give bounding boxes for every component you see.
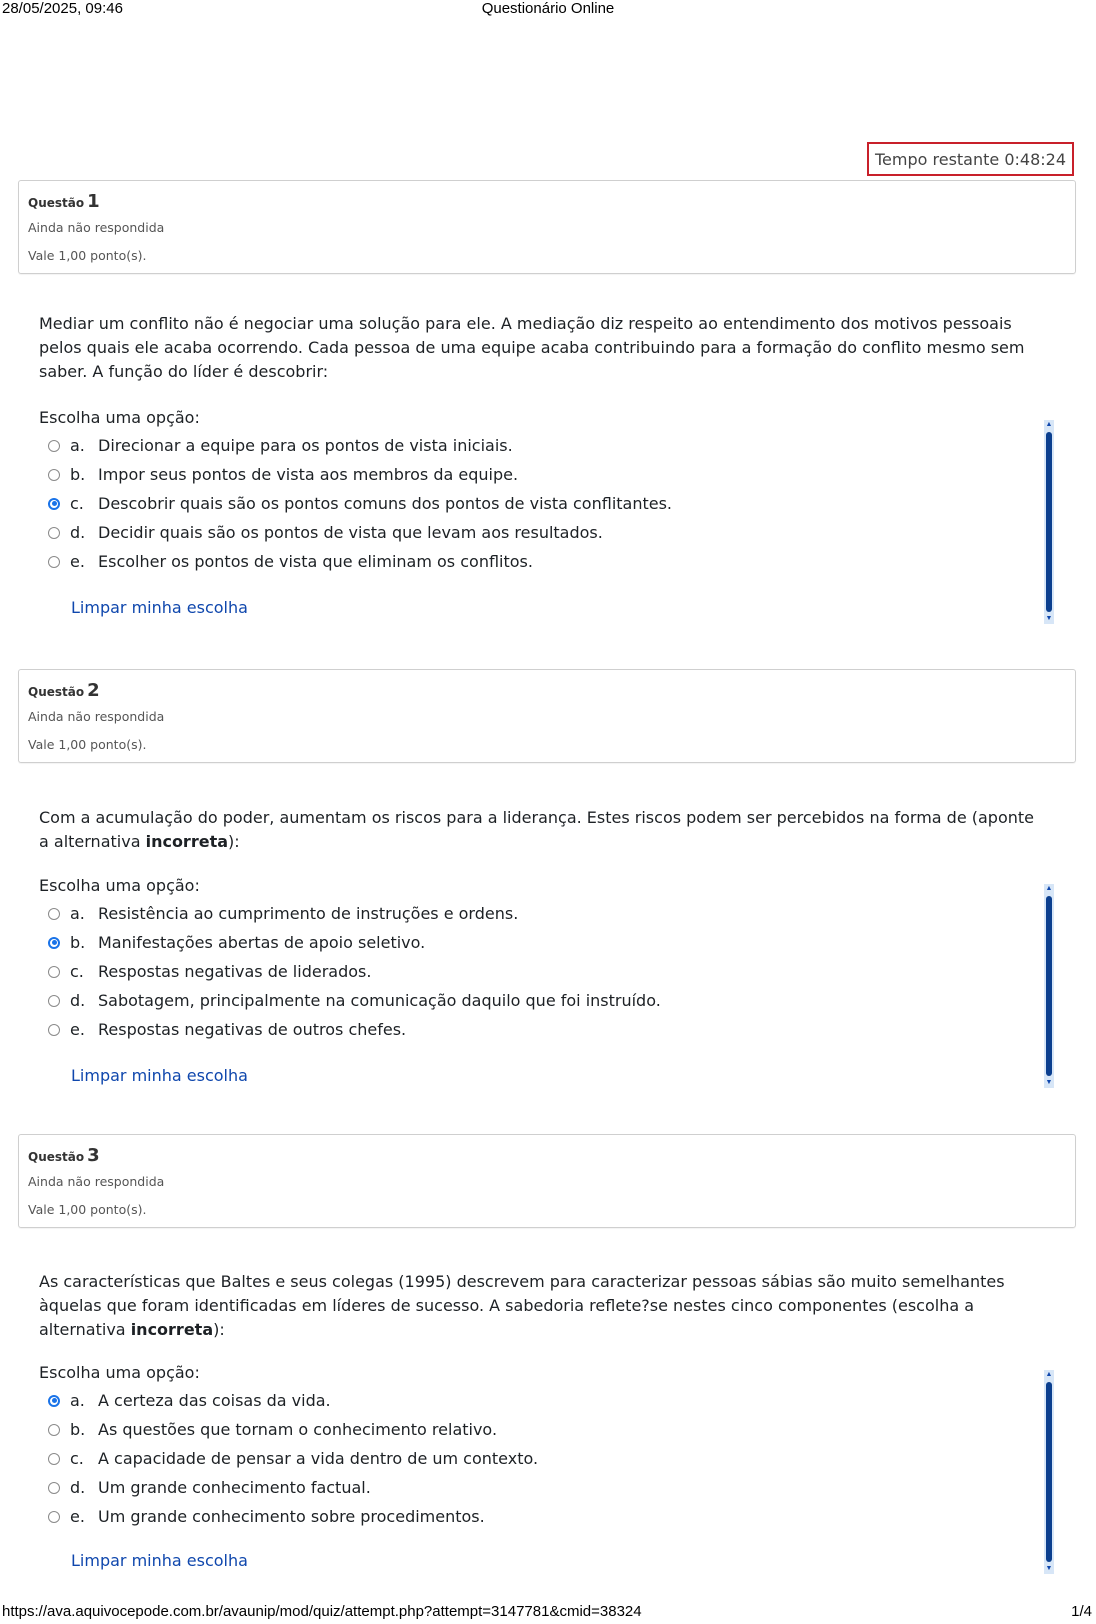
option-text: Sabotagem, principalmente na comunicação daquilo que foi instruído. bbox=[98, 991, 661, 1010]
radio-button[interactable] bbox=[48, 556, 60, 568]
scroll-down-icon[interactable]: ▼ bbox=[1045, 615, 1053, 622]
question-grade: Vale 1,00 ponto(s). bbox=[28, 248, 147, 263]
radio-button[interactable] bbox=[48, 908, 60, 920]
answer-list bbox=[48, 899, 948, 1044]
answer-option[interactable] bbox=[48, 986, 948, 1015]
emphasis-incorrect: incorreta bbox=[145, 832, 229, 851]
scrollbar[interactable] bbox=[1044, 884, 1054, 1088]
radio-button[interactable] bbox=[48, 1482, 60, 1494]
question-title: Questão 3 bbox=[28, 1145, 100, 1166]
question-text: As características que Baltes e seus colegas (1995) descrevem para caracterizar pessoas sábias são muito semelhantes àquelas que foram identificadas em líderes de sucesso. A sabedoria reflete?se nestes cinco componentes (escolha a alternativa incorreta): bbox=[39, 1272, 1005, 1339]
option-letter: a. bbox=[70, 1391, 85, 1410]
question-text: Com a acumulação do poder, aumentam os riscos para a liderança. Estes riscos podem ser percebidos na forma de (aponte a alternativa incorreta): bbox=[39, 808, 1035, 851]
time-remaining: Tempo restante 0:48:24 bbox=[867, 142, 1074, 176]
answer-option[interactable] bbox=[48, 518, 948, 547]
option-text: As questões que tornam o conhecimento relativo. bbox=[98, 1420, 498, 1439]
answer-option[interactable] bbox=[48, 489, 948, 518]
option-text: A capacidade de pensar a vida dentro de um contexto. bbox=[98, 1449, 539, 1468]
scroll-up-icon[interactable]: ▲ bbox=[1045, 885, 1053, 892]
option-text: Um grande conhecimento factual. bbox=[98, 1478, 371, 1497]
option-text: Direcionar a equipe para os pontos de vista iniciais. bbox=[98, 436, 513, 455]
option-text: Impor seus pontos de vista aos membros da equipe. bbox=[98, 465, 519, 484]
option-letter: c. bbox=[70, 962, 84, 981]
question-text: Mediar um conflito não é negociar uma solução para ele. A mediação diz respeito ao entendimento dos motivos pessoais pelos quais ele acaba ocorrendo. Cada pessoa de uma equipe acaba contribuindo para a formação do conflito mesmo sem saber. A função do líder é descobrir: bbox=[39, 314, 1025, 381]
option-text: Respostas negativas de liderados. bbox=[98, 962, 372, 981]
option-text: Decidir quais são os pontos de vista que levam aos resultados. bbox=[98, 523, 603, 542]
answer-prompt: Escolha uma opção: bbox=[39, 1363, 200, 1382]
radio-button[interactable] bbox=[48, 1424, 60, 1436]
option-letter: c. bbox=[70, 1449, 84, 1468]
print-datetime: 28/05/2025, 09:46 bbox=[2, 0, 123, 17]
option-letter: e. bbox=[70, 552, 85, 571]
radio-button[interactable] bbox=[48, 1395, 60, 1407]
question-title: Questão 1 bbox=[28, 191, 100, 212]
answer-option[interactable] bbox=[48, 928, 948, 957]
radio-button[interactable] bbox=[48, 527, 60, 539]
radio-button[interactable] bbox=[48, 498, 60, 510]
option-text: Descobrir quais são os pontos comuns dos pontos de vista conflitantes. bbox=[98, 494, 673, 513]
scroll-down-icon[interactable]: ▼ bbox=[1045, 1079, 1053, 1086]
clear-choice-link[interactable]: Limpar minha escolha bbox=[71, 1066, 248, 1085]
answer-list bbox=[48, 1386, 948, 1531]
question-title: Questão 2 bbox=[28, 680, 100, 701]
scroll-up-icon[interactable]: ▲ bbox=[1045, 1371, 1053, 1378]
answer-option[interactable] bbox=[48, 1473, 948, 1502]
radio-button[interactable] bbox=[48, 995, 60, 1007]
scrollbar-thumb[interactable] bbox=[1046, 1382, 1052, 1562]
answer-option[interactable] bbox=[48, 460, 948, 489]
question-state: Ainda não respondida bbox=[28, 709, 165, 724]
answer-option[interactable] bbox=[48, 1015, 948, 1044]
answer-option[interactable] bbox=[48, 431, 948, 460]
answer-list bbox=[48, 431, 948, 576]
answer-option[interactable] bbox=[48, 899, 948, 928]
question-info-3 bbox=[18, 1134, 1076, 1228]
radio-button[interactable] bbox=[48, 1024, 60, 1036]
clear-choice-link[interactable]: Limpar minha escolha bbox=[71, 598, 248, 617]
option-letter: e. bbox=[70, 1507, 85, 1526]
option-letter: b. bbox=[70, 465, 86, 484]
option-letter: c. bbox=[70, 494, 84, 513]
emphasis-incorrect: incorreta bbox=[130, 1320, 214, 1339]
option-letter: a. bbox=[70, 436, 85, 455]
question-grade: Vale 1,00 ponto(s). bbox=[28, 1202, 147, 1217]
question-number: 2 bbox=[87, 680, 100, 701]
print-page-title: Questionário Online bbox=[481, 0, 615, 17]
scrollbar-thumb[interactable] bbox=[1046, 432, 1052, 612]
option-letter: a. bbox=[70, 904, 85, 923]
scrollbar[interactable] bbox=[1044, 420, 1054, 624]
option-text: A certeza das coisas da vida. bbox=[98, 1391, 331, 1410]
option-letter: b. bbox=[70, 1420, 86, 1439]
print-page-number: 1/4 bbox=[1071, 1603, 1092, 1620]
question-state: Ainda não respondida bbox=[28, 1174, 165, 1189]
question-info-1 bbox=[18, 180, 1076, 274]
answer-option[interactable] bbox=[48, 547, 948, 576]
answer-option[interactable] bbox=[48, 1386, 948, 1415]
answer-option[interactable] bbox=[48, 1502, 948, 1531]
option-letter: b. bbox=[70, 933, 86, 952]
option-letter: e. bbox=[70, 1020, 85, 1039]
option-text: Respostas negativas de outros chefes. bbox=[98, 1020, 407, 1039]
radio-button[interactable] bbox=[48, 440, 60, 452]
scroll-up-icon[interactable]: ▲ bbox=[1045, 421, 1053, 428]
option-text: Resistência ao cumprimento de instruções e ordens. bbox=[98, 904, 519, 923]
answer-option[interactable] bbox=[48, 1415, 948, 1444]
option-letter: d. bbox=[70, 523, 86, 542]
radio-button[interactable] bbox=[48, 1453, 60, 1465]
question-number: 3 bbox=[87, 1145, 100, 1166]
option-text: Um grande conhecimento sobre procedimentos. bbox=[98, 1507, 485, 1526]
clear-choice-link[interactable]: Limpar minha escolha bbox=[71, 1551, 248, 1570]
question-info-2 bbox=[18, 669, 1076, 763]
radio-button[interactable] bbox=[48, 469, 60, 481]
print-url: https://ava.aquivocepode.com.br/avaunip/mod/quiz/attempt.php?attempt=3147781&cmid=38324 bbox=[2, 1603, 642, 1620]
answer-option[interactable] bbox=[48, 957, 948, 986]
answer-prompt: Escolha uma opção: bbox=[39, 876, 200, 895]
option-letter: d. bbox=[70, 991, 86, 1010]
question-grade: Vale 1,00 ponto(s). bbox=[28, 737, 147, 752]
radio-button[interactable] bbox=[48, 937, 60, 949]
scrollbar-thumb[interactable] bbox=[1046, 896, 1052, 1076]
answer-prompt: Escolha uma opção: bbox=[39, 408, 200, 427]
print-header bbox=[0, 0, 1096, 18]
option-letter: d. bbox=[70, 1478, 86, 1497]
answer-option[interactable] bbox=[48, 1444, 948, 1473]
print-footer bbox=[0, 1603, 1096, 1621]
option-text: Manifestações abertas de apoio seletivo. bbox=[98, 933, 426, 952]
scrollbar[interactable] bbox=[1044, 1370, 1054, 1574]
radio-button[interactable] bbox=[48, 1511, 60, 1523]
question-state: Ainda não respondida bbox=[28, 220, 165, 235]
radio-button[interactable] bbox=[48, 966, 60, 978]
question-number: 1 bbox=[87, 191, 100, 212]
option-text: Escolher os pontos de vista que eliminam os conflitos. bbox=[98, 552, 533, 571]
scroll-down-icon[interactable]: ▼ bbox=[1045, 1565, 1053, 1572]
